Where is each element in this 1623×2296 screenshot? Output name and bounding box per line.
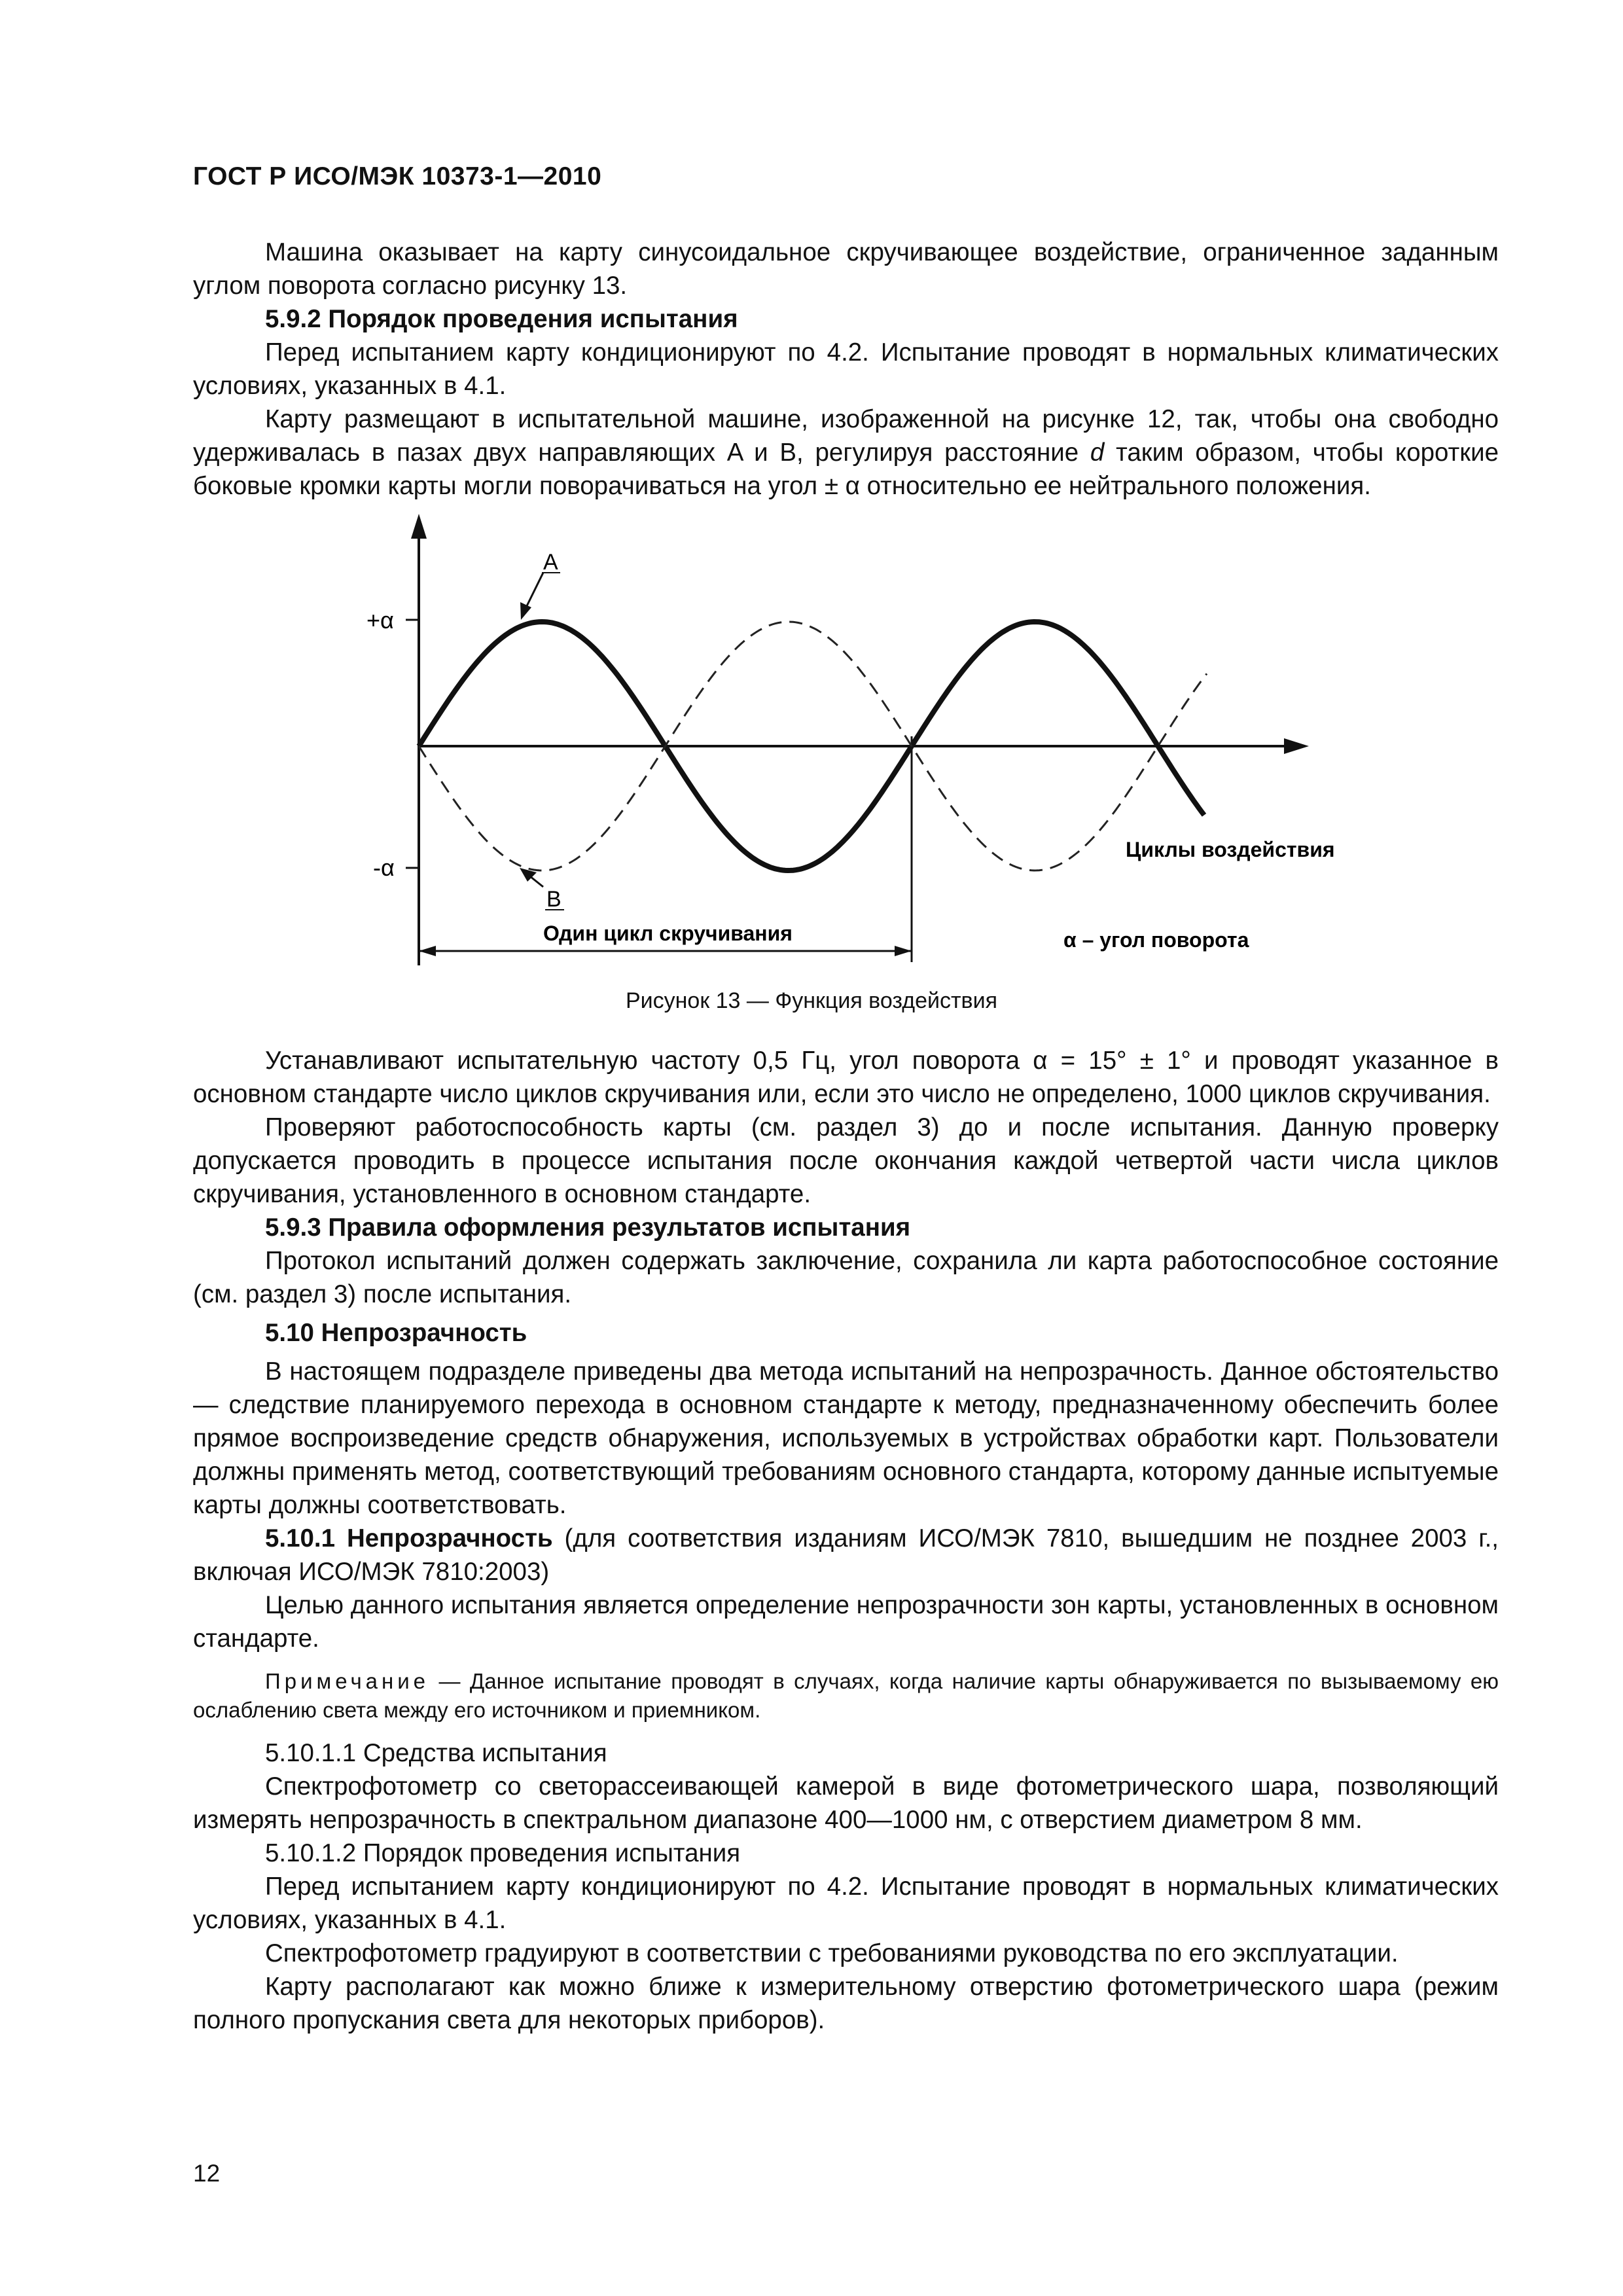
paragraph: Карту размещают в испытательной машине, изображенной на рисунке 12, так, чтобы она свободно удерживалась в пазах двух направляющих A и B, регулируя расстояние d таким образом, чтобы короткие боковые кромки карты могли поворачиваться на угол ± α относительно ее нейтрального положения.: [193, 405, 1499, 500]
note-label: Примечание: [265, 1669, 430, 1693]
section-heading-5-9-2: 5.9.2 Порядок проведения испытания: [265, 305, 738, 333]
note: Примечание — Данное испытание проводят в случаях, когда наличие карты обнаруживается по вызываемому ею ослаблению света между его источником и приемником.: [193, 1669, 1499, 1722]
paragraph: Спектрофотометр градуируют в соответствии с требованиями руководства по его эксплуатации.: [265, 1939, 1399, 1967]
paragraph: Машина оказывает на карту синусоидальное скручивающее воздействие, ограниченное заданным углом поворота согласно рисунку 13.: [193, 238, 1499, 300]
paragraph: Устанавливают испытательную частоту 0,5 Гц, угол поворота α = 15° ± 1° и проводят указанное в основном стандарте число циклов скручивания или, если это число не определено, 1000 циклов скручивания.: [193, 1047, 1499, 1108]
top-text-block: [193, 236, 1499, 503]
paragraph: Перед испытанием карту кондиционируют по 4.2. Испытание проводят в нормальных климатических условиях, указанных в 4.1.: [193, 1873, 1499, 1934]
paragraph: Целью данного испытания является определение непрозрачности зон карты, установленных в основном стандарте.: [193, 1591, 1499, 1653]
label-b: B: [546, 887, 562, 912]
dim-arrow-right: [895, 946, 912, 956]
label-cycles: Циклы воздействия: [1126, 838, 1335, 861]
section-heading-5-10-1-1: 5.10.1.1 Средства испытания: [265, 1739, 607, 1767]
figure-caption: Рисунок 13 — Функция воздействия: [625, 988, 998, 1013]
section-heading-5-10-1: 5.10.1 Непрозрачность: [265, 1524, 553, 1552]
y-axis-arrow: [411, 514, 427, 539]
body-text-block: [193, 1044, 1499, 2037]
paragraph: 5.10.1 Непрозрачность (для соответствия изданиям ИСО/МЭК 7810, вышедшим не позднее 2003 г., включая ИСО/МЭК 7810:2003): [193, 1524, 1499, 1586]
label-minus-alpha: -α: [373, 854, 395, 881]
label-alpha-def: α – угол поворота: [1063, 928, 1249, 952]
document-header: ГОСТ Р ИСО/МЭК 10373-1—2010: [193, 162, 602, 190]
paragraph: Протокол испытаний должен содержать заключение, сохранила ли карта работоспособное состояние (см. раздел 3) после испытания.: [193, 1247, 1499, 1308]
paragraph: В настоящем подразделе приведены два метода испытаний на непрозрачность. Данное обстоятельство — следствие планируемого перехода в основном стандарте к методу, предназначенному обеспечить более прямое воспроизведение средств обнаружения, используемых в устройствах обработки карт. Пользователи должны применять метод, соответствующий требованиям основного стандарта, которому данные испытуемые карты должны соответствовать.: [193, 1357, 1499, 1519]
paragraph: Перед испытанием карту кондиционируют по 4.2. Испытание проводят в нормальных климатических условиях, указанных в 4.1.: [193, 338, 1499, 400]
section-heading-5-10: 5.10 Непрозрачность: [265, 1319, 527, 1347]
figure-13-diagram: [327, 514, 1400, 965]
label-plus-alpha: +α: [366, 607, 394, 634]
label-one-cycle: Один цикл скручивания: [543, 922, 793, 945]
section-heading-5-10-1-2: 5.10.1.2 Порядок проведения испытания: [265, 1839, 741, 1867]
paragraph: Проверяют работоспособность карты (см. раздел 3) до и после испытания. Данную проверку допускается проводить в процессе испытания после окончания каждой четвертой части числа циклов скручивания, установленного в основном стандарте.: [193, 1113, 1499, 1208]
paragraph: Карту располагают как можно ближе к измерительному отверстию фотометрического шара (режим полного пропускания света для некоторых приборов).: [193, 1973, 1499, 2034]
x-axis-arrow: [1284, 738, 1309, 754]
pointer-a-head: [520, 602, 531, 620]
label-a: A: [543, 550, 558, 575]
dim-arrow-left: [419, 946, 436, 956]
paragraph: Спектрофотометр со светорассеивающей камерой в виде фотометрического шара, позволяющий измерять непрозрачность в спектральном диапазоне 400—1000 нм, с отверстием диаметром 8 мм.: [193, 1772, 1499, 1834]
section-heading-5-9-3: 5.9.3 Правила оформления результатов испытания: [265, 1213, 911, 1242]
page-number: 12: [193, 2160, 221, 2187]
